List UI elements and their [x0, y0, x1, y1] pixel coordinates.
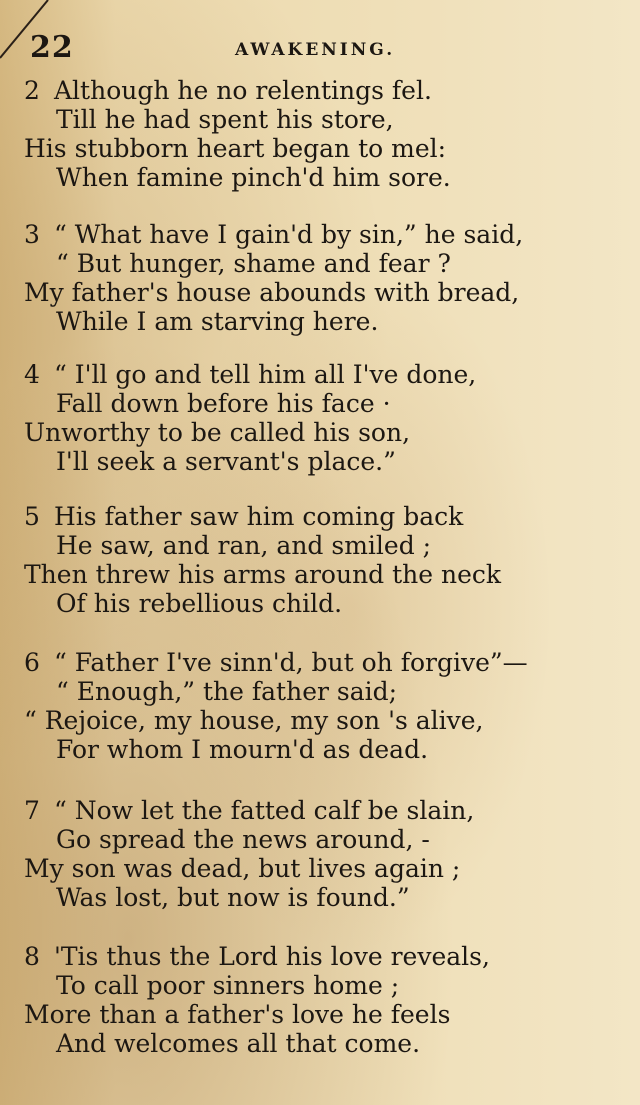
- stanza-4: [24, 360, 624, 476]
- stanza-line: Of his rebellious child.: [56, 589, 343, 618]
- page-header: [30, 30, 610, 70]
- stanza-7: [24, 796, 624, 912]
- stanza-line: 8 'Tis thus the Lord his love reveals,: [24, 942, 490, 971]
- stanza-line: He saw, and ran, and smiled ;: [56, 531, 432, 560]
- stanza-3: [24, 220, 624, 336]
- stanza-6: [24, 648, 624, 764]
- stanza-line: My son was dead, but lives again ;: [24, 854, 461, 883]
- stanza-number: 6: [24, 648, 40, 677]
- stanza-number: 7: [24, 796, 40, 825]
- stanza-line: Till he had spent his store,: [56, 105, 394, 134]
- stanza-line: Fall down before his face ·: [56, 389, 391, 418]
- stanza-line: And welcomes all that come.: [56, 1029, 421, 1058]
- stanza-number: 4: [24, 360, 40, 389]
- stanza-line: 4 “ I'll go and tell him all I've done,: [24, 360, 477, 389]
- stanza-line: His stubborn heart began to mel:: [24, 134, 447, 163]
- stanza-number: 8: [24, 942, 40, 971]
- stanza-line: My father's house abounds with bread,: [24, 278, 520, 307]
- stanza-number: 5: [24, 502, 40, 531]
- page-number: 22: [30, 30, 74, 65]
- stanza-8: [24, 942, 624, 1058]
- stanza-line: 5 His father saw him coming back: [24, 502, 464, 531]
- stanza-line: Go spread the news around, -: [56, 825, 430, 854]
- stanza-line: I'll seek a servant's place.”: [56, 447, 396, 476]
- stanza-5: [24, 502, 624, 618]
- stanza-line: When famine pinch'd him sore.: [56, 163, 451, 192]
- stanza-line: Unworthy to be called his son,: [24, 418, 411, 447]
- stanza-line: 3 “ What have I gain'd by sin,” he said,: [24, 220, 524, 249]
- stanza-line: “ But hunger, shame and fear ?: [56, 249, 451, 278]
- stanza-line: 7 “ Now let the fatted calf be slain,: [24, 796, 475, 825]
- stanza-line: “ Rejoice, my house, my son 's alive,: [24, 706, 484, 735]
- stanza-line: 6 “ Father I've sinn'd, but oh forgive”—: [24, 648, 528, 677]
- stanza-line: For whom I mourn'd as dead.: [56, 735, 429, 764]
- running-head: AWAKENING.: [235, 40, 396, 60]
- stanza-line: “ Enough,” the father said;: [56, 677, 398, 706]
- stanza-number: 3: [24, 220, 40, 249]
- stanza-2: [24, 76, 624, 192]
- stanza-line: Then threw his arms around the neck: [24, 560, 502, 589]
- stanza-line: 2 Although he no relentings fel.: [24, 76, 432, 105]
- stanza-line: To call poor sinners home ;: [56, 971, 400, 1000]
- stanza-line: While I am starving here.: [56, 307, 379, 336]
- stanza-line: More than a father's love he feels: [24, 1000, 451, 1029]
- stanza-line: Was lost, but now is found.”: [56, 883, 410, 912]
- stanza-number: 2: [24, 76, 40, 105]
